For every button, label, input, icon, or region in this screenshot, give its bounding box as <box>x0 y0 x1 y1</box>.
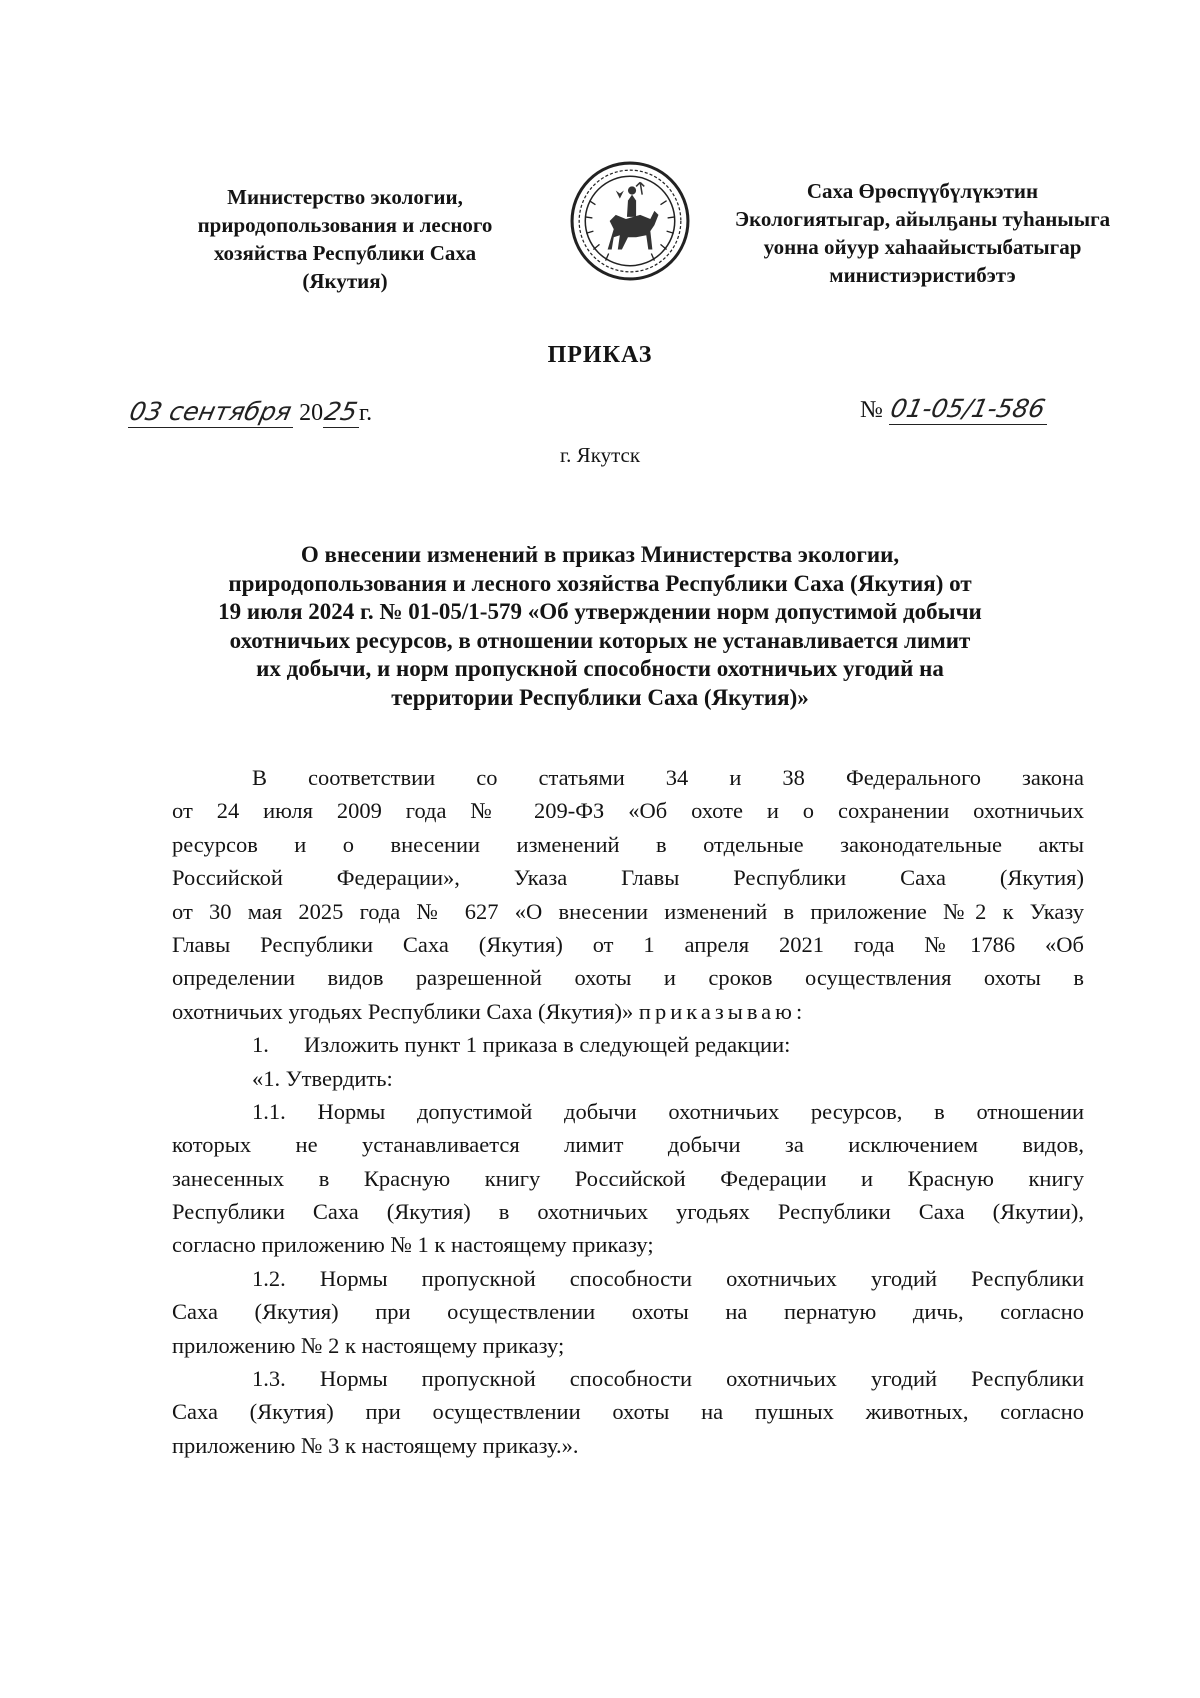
date-day-month-handwritten <box>128 397 293 428</box>
order-body <box>172 761 1084 1462</box>
ministry-name-line: Министерство экологии, <box>227 185 463 209</box>
subject-line: 19 июля 2024 г. № 01-05/1-579 «Об утверждении норм допустимой добычи <box>218 599 982 624</box>
preamble-line: В соответствии со статьями 34 и 38 Федерального закона <box>252 765 1084 790</box>
preamble-last-line <box>172 995 1084 1028</box>
ministry-name-russian <box>150 183 540 295</box>
ministry-name-yakut-line: Саха Өрөспүүбүлүкэтин <box>806 179 1039 203</box>
ministry-name-yakut-line: Экологиятыгар, айылҕаны туһаныыга <box>734 207 1111 231</box>
preamble-line: определении видов разрешенной охоты и сроков осуществления охоты в <box>172 965 1084 991</box>
ministry-name-line: (Якутия) <box>302 269 388 293</box>
date-suffix: г. <box>358 400 373 426</box>
document-type-title: ПРИКАЗ <box>547 342 653 368</box>
preamble-line: от 30 мая 2025 года № 627 «О внесении изменений в приложение №2 к Указу <box>172 898 1084 924</box>
number-handwritten <box>889 394 1047 425</box>
preamble-last-text: охотничьих угодьях Республики Саха (Якутия)» <box>172 998 634 1024</box>
ministry-name-yakut-line: министиэристибэтэ <box>829 263 1016 287</box>
paragraph-1-3-line: Саха (Якутия) при осуществлении охоты на пушных животных, согласно <box>172 1399 1084 1425</box>
date-year-handwritten <box>323 397 359 428</box>
order-subject <box>120 541 1080 712</box>
city-line: г. Якутск <box>559 443 641 467</box>
paragraph-1-1-last-line: согласно приложению № 1 к настоящему приказу; <box>172 1232 654 1258</box>
number-sign: № <box>860 397 883 423</box>
paragraph-1-3-line: 1.3. Нормы пропускной способности охотничьих угодий Республики <box>252 1366 1084 1392</box>
subject-line: О внесении изменений в приказ Министерства экологии, <box>300 542 900 567</box>
paragraph-1-3-last-line: приложению № 3 к настоящему приказу.». <box>172 1432 579 1458</box>
paragraph-1-1-line: 1.1. Нормы допустимой добычи охотничьих ресурсов, в отношении <box>252 1098 1084 1124</box>
order-date <box>128 397 372 428</box>
handwritten-date-text: 03 сентября <box>126 397 295 426</box>
paragraph-1-1-line: Республики Саха (Якутия) в охотничьих угодьях Республики Саха (Якутии), <box>172 1199 1084 1225</box>
subject-line: охотничьих ресурсов, в отношении которых не устанавливается лимит <box>229 627 971 653</box>
order-number <box>860 394 1047 425</box>
subject-line: их добычи, и норм пропускной способности охотничьих угодий на <box>256 656 944 681</box>
ministry-name-line: природопользования и лесного <box>197 213 493 237</box>
preamble-line: от 24 июля 2009 года № 209-ФЗ «Об охоте и о сохранении охотничьих <box>172 798 1084 824</box>
ministry-name-yakut <box>715 177 1130 289</box>
ministry-name-yakut-line: уонна ойуур хаһаайыстыбатыгар <box>763 235 1082 259</box>
subject-line: территории Республики Саха (Якутия)» <box>391 684 809 710</box>
item-1 <box>172 1028 1084 1061</box>
paragraph-1-1-line: занесенных в Красную книгу Российской Федерации и Красную книгу <box>172 1165 1084 1191</box>
paragraph-1-2-last-line: приложению № 2 к настоящему приказу; <box>172 1332 565 1358</box>
coat-of-arms-icon <box>569 160 691 282</box>
item-1-number: 1. <box>252 1032 269 1058</box>
preamble-line: ресурсов и о внесении изменений в отдельные законодательные акты <box>172 831 1084 857</box>
date-year-prefix: 20 <box>299 400 324 426</box>
item-1-text: Изложить пункт 1 приказа в следующей редакции: <box>304 1032 791 1058</box>
ministry-name-line: хозяйства Республики Саха <box>213 241 477 265</box>
paragraph-1-2-line: Саха (Якутия) при осуществлении охоты на пернатую дичь, согласно <box>172 1299 1084 1325</box>
order-word: приказываю: <box>638 998 807 1024</box>
handwritten-year-text: 25 <box>322 397 361 426</box>
paragraph-1-1-line: которых не устанавливается лимит добычи за исключением видов, <box>172 1132 1084 1158</box>
paragraph-1-2-line: 1.2. Нормы пропускной способности охотничьих угодий Республики <box>252 1265 1084 1291</box>
preamble-line: Главы Республики Саха (Якутия) от 1 апреля 2021 года №1786 «Об <box>172 931 1084 957</box>
preamble-line: Российской Федерации», Указа Главы Республики Саха (Якутия) <box>172 865 1084 891</box>
subject-line: природопользования и лесного хозяйства Республики Саха (Якутия) от <box>228 570 972 596</box>
approve-line: «1. Утвердить: <box>252 1065 393 1091</box>
handwritten-number-text: 01-05/1-586 <box>887 394 1048 423</box>
